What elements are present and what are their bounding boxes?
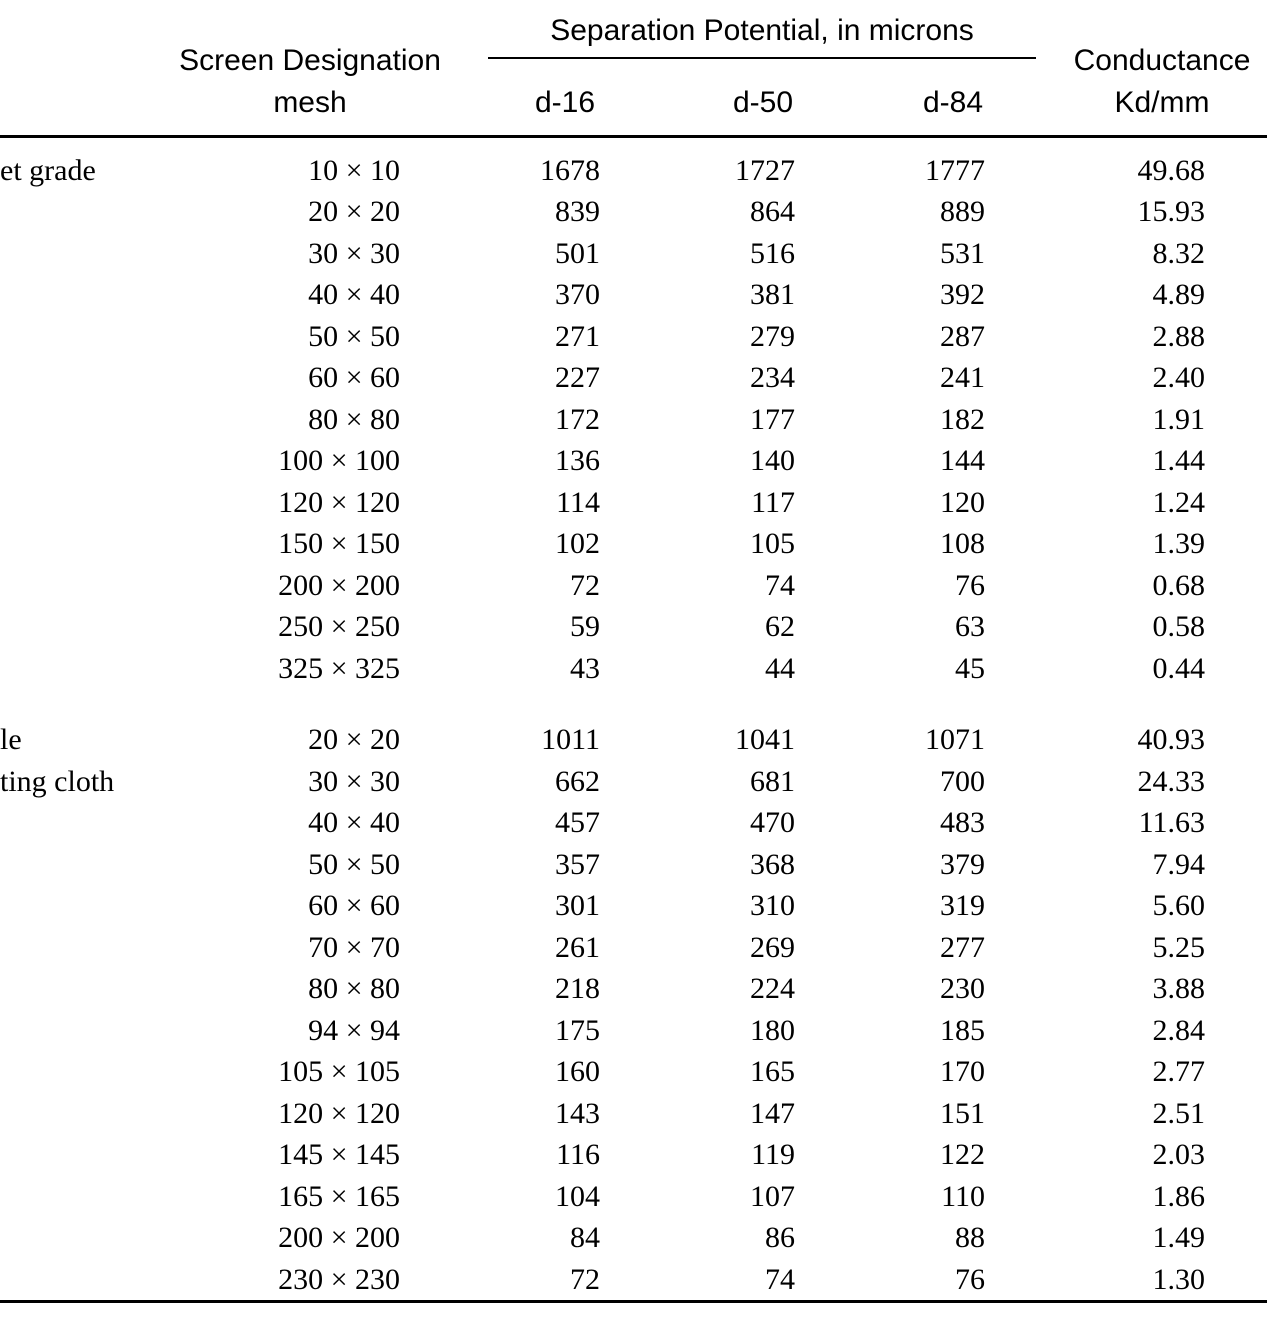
cell-mesh: 120 × 120 <box>278 1096 400 1130</box>
cell-conductance: 1.30 <box>1152 1262 1205 1296</box>
cell-conductance: 0.44 <box>1152 651 1205 685</box>
cell-conductance: 1.49 <box>1152 1221 1205 1255</box>
cell-conductance: 2.51 <box>1152 1096 1205 1130</box>
cell-mesh: 230 × 230 <box>278 1262 400 1296</box>
cell-mesh: 150 × 150 <box>278 527 400 561</box>
cell-d84: 531 <box>940 236 985 270</box>
cell-mesh: 94 × 94 <box>308 1013 400 1047</box>
screen-designation-header-line1: Screen Designation <box>179 44 441 77</box>
cell-d50: 177 <box>750 402 795 436</box>
cell-mesh: 165 × 165 <box>278 1179 400 1213</box>
cell-conductance: 1.44 <box>1152 444 1205 478</box>
cell-d16: 160 <box>555 1055 600 1089</box>
cell-d84: 889 <box>940 195 985 229</box>
cell-d84: 1071 <box>925 723 985 757</box>
column-header-d16: d-16 <box>534 86 596 119</box>
cell-d50: 62 <box>765 610 795 644</box>
cell-d50: 310 <box>750 889 795 923</box>
cell-d50: 165 <box>750 1055 795 1089</box>
cell-d16: 261 <box>555 930 600 964</box>
cell-d16: 104 <box>555 1179 600 1213</box>
cell-d16: 662 <box>555 764 600 798</box>
cell-mesh: 40 × 40 <box>308 806 400 840</box>
cell-d16: 59 <box>570 610 600 644</box>
cell-d50: 279 <box>750 319 795 353</box>
cell-d84: 379 <box>940 847 985 881</box>
cell-mesh: 145 × 145 <box>278 1138 400 1172</box>
cell-d16: 143 <box>555 1096 600 1130</box>
cell-d84: 319 <box>940 889 985 923</box>
cell-mesh: 200 × 200 <box>278 568 400 602</box>
cell-d16: 72 <box>570 1262 600 1296</box>
cell-mesh: 50 × 50 <box>308 319 400 353</box>
cell-conductance: 8.32 <box>1152 236 1205 270</box>
cell-d50: 368 <box>750 847 795 881</box>
cell-mesh: 100 × 100 <box>278 444 400 478</box>
conductance-header-line1: Conductance <box>1073 44 1251 77</box>
cell-conductance: 0.68 <box>1152 568 1205 602</box>
row-group-label: ting cloth <box>0 764 115 798</box>
table-row <box>0 565 1267 607</box>
cell-d16: 43 <box>570 651 600 685</box>
cell-mesh: 20 × 20 <box>308 723 400 757</box>
cell-conductance: 2.84 <box>1152 1013 1205 1047</box>
cell-d16: 218 <box>555 972 600 1006</box>
cell-conductance: 2.40 <box>1152 361 1205 395</box>
cell-d84: 1777 <box>925 153 985 187</box>
table-row <box>0 927 1267 969</box>
cell-d50: 86 <box>765 1221 795 1255</box>
cell-conductance: 1.91 <box>1152 402 1205 436</box>
cell-d16: 84 <box>570 1221 600 1255</box>
cell-d50: 224 <box>750 972 795 1006</box>
cell-mesh: 30 × 30 <box>308 764 400 798</box>
cell-d84: 151 <box>940 1096 985 1130</box>
cell-d16: 172 <box>555 402 600 436</box>
table-row <box>0 1093 1267 1135</box>
cell-mesh: 30 × 30 <box>308 236 400 270</box>
table-row <box>0 482 1267 524</box>
column-header-d50: d-50 <box>732 86 794 119</box>
cell-d16: 102 <box>555 527 600 561</box>
cell-conductance: 5.60 <box>1152 889 1205 923</box>
bottom-rule <box>0 1300 1267 1303</box>
separation-potential-underline <box>488 57 1036 59</box>
cell-d50: 470 <box>750 806 795 840</box>
cell-d50: 107 <box>750 1179 795 1213</box>
cell-d84: 182 <box>940 402 985 436</box>
cell-conductance: 15.93 <box>1137 195 1205 229</box>
table-header <box>0 0 1267 138</box>
row-group <box>0 720 1267 1301</box>
cell-d84: 88 <box>955 1221 985 1255</box>
column-header-d84: d-84 <box>922 86 984 119</box>
cell-conductance: 3.88 <box>1152 972 1205 1006</box>
row-group-label: le <box>0 723 22 757</box>
cell-d84: 76 <box>955 568 985 602</box>
cell-conductance: 2.88 <box>1152 319 1205 353</box>
cell-d16: 116 <box>556 1138 600 1172</box>
table-row <box>0 607 1267 649</box>
cell-conductance: 4.89 <box>1152 278 1205 312</box>
cell-mesh: 105 × 105 <box>278 1055 400 1089</box>
cell-d84: 144 <box>940 444 985 478</box>
cell-d50: 269 <box>750 930 795 964</box>
cell-conductance: 7.94 <box>1152 847 1205 881</box>
cell-d16: 1678 <box>540 153 600 187</box>
cell-d50: 44 <box>765 651 795 685</box>
cell-d16: 301 <box>555 889 600 923</box>
cell-d84: 241 <box>940 361 985 395</box>
cell-d84: 287 <box>940 319 985 353</box>
cell-d50: 147 <box>750 1096 795 1130</box>
cell-d84: 392 <box>940 278 985 312</box>
cell-conductance: 49.68 <box>1137 153 1205 187</box>
cell-d84: 483 <box>940 806 985 840</box>
cell-conductance: 40.93 <box>1137 723 1205 757</box>
cell-d50: 864 <box>750 195 795 229</box>
cell-mesh: 250 × 250 <box>278 610 400 644</box>
cell-mesh: 70 × 70 <box>308 930 400 964</box>
cell-d84: 110 <box>941 1179 985 1213</box>
cell-d50: 105 <box>750 527 795 561</box>
cell-mesh: 200 × 200 <box>278 1221 400 1255</box>
cell-d84: 63 <box>955 610 985 644</box>
cell-d84: 170 <box>940 1055 985 1089</box>
cell-conductance: 2.77 <box>1152 1055 1205 1089</box>
cell-d16: 357 <box>555 847 600 881</box>
table-row <box>0 969 1267 1011</box>
table-row <box>0 1135 1267 1177</box>
table-row <box>0 1218 1267 1260</box>
table-row <box>0 275 1267 317</box>
table-row <box>0 358 1267 400</box>
cell-d50: 180 <box>750 1013 795 1047</box>
table-row <box>0 233 1267 275</box>
table-row <box>0 399 1267 441</box>
cell-d16: 1011 <box>541 723 600 757</box>
screen-designation-header-line2: mesh <box>273 86 347 119</box>
cell-mesh: 120 × 120 <box>278 485 400 519</box>
cell-mesh: 50 × 50 <box>308 847 400 881</box>
cell-d84: 122 <box>940 1138 985 1172</box>
row-group <box>0 150 1267 690</box>
cell-d50: 140 <box>750 444 795 478</box>
cell-d50: 1041 <box>735 723 795 757</box>
cell-d84: 45 <box>955 651 985 685</box>
conductance-header-line2: Kd/mm <box>1114 86 1210 119</box>
table-body <box>0 138 1267 1301</box>
cell-d16: 501 <box>555 236 600 270</box>
cell-mesh: 325 × 325 <box>278 651 400 685</box>
cell-conductance: 11.63 <box>1138 806 1205 840</box>
cell-d16: 72 <box>570 568 600 602</box>
table-row <box>0 1052 1267 1094</box>
table-row <box>0 761 1267 803</box>
table-row <box>0 886 1267 928</box>
table-row <box>0 441 1267 483</box>
cell-d50: 516 <box>750 236 795 270</box>
cell-d50: 381 <box>750 278 795 312</box>
table-row <box>0 803 1267 845</box>
table-row <box>0 844 1267 886</box>
cell-d50: 117 <box>751 485 795 519</box>
cell-d84: 700 <box>940 764 985 798</box>
table-row <box>0 1176 1267 1218</box>
cell-d50: 74 <box>765 1262 795 1296</box>
table-row <box>0 524 1267 566</box>
table-row <box>0 1010 1267 1052</box>
row-group-label: et grade <box>0 153 96 187</box>
cell-conductance: 1.39 <box>1152 527 1205 561</box>
cell-conductance: 0.58 <box>1152 610 1205 644</box>
cell-conductance: 2.03 <box>1152 1138 1205 1172</box>
cell-mesh: 80 × 80 <box>308 972 400 1006</box>
cell-mesh: 20 × 20 <box>308 195 400 229</box>
cell-d50: 74 <box>765 568 795 602</box>
cell-d16: 175 <box>555 1013 600 1047</box>
cell-d84: 230 <box>940 972 985 1006</box>
cell-d84: 277 <box>940 930 985 964</box>
cell-mesh: 40 × 40 <box>308 278 400 312</box>
cell-mesh: 60 × 60 <box>308 889 400 923</box>
cell-mesh: 10 × 10 <box>308 153 400 187</box>
cell-d16: 136 <box>555 444 600 478</box>
cell-d50: 1727 <box>735 153 795 187</box>
table-row <box>0 192 1267 234</box>
cell-d50: 681 <box>750 764 795 798</box>
table-row <box>0 648 1267 690</box>
table-row <box>0 720 1267 762</box>
cell-mesh: 60 × 60 <box>308 361 400 395</box>
cell-d16: 839 <box>555 195 600 229</box>
cell-conductance: 1.86 <box>1152 1179 1205 1213</box>
cell-d16: 271 <box>555 319 600 353</box>
table-row <box>0 1259 1267 1301</box>
separation-potential-header: Separation Potential, in microns <box>550 14 974 47</box>
cell-conductance: 5.25 <box>1152 930 1205 964</box>
cell-d50: 234 <box>750 361 795 395</box>
cell-conductance: 1.24 <box>1152 485 1205 519</box>
table-row <box>0 316 1267 358</box>
table-row <box>0 150 1267 192</box>
cell-d84: 185 <box>940 1013 985 1047</box>
cell-d16: 114 <box>556 485 600 519</box>
cell-d16: 227 <box>555 361 600 395</box>
cell-d50: 119 <box>751 1138 795 1172</box>
cell-conductance: 24.33 <box>1137 764 1205 798</box>
cell-mesh: 80 × 80 <box>308 402 400 436</box>
cell-d16: 457 <box>555 806 600 840</box>
cell-d84: 120 <box>940 485 985 519</box>
cell-d16: 370 <box>555 278 600 312</box>
cell-d84: 76 <box>955 1262 985 1296</box>
cell-d84: 108 <box>940 527 985 561</box>
